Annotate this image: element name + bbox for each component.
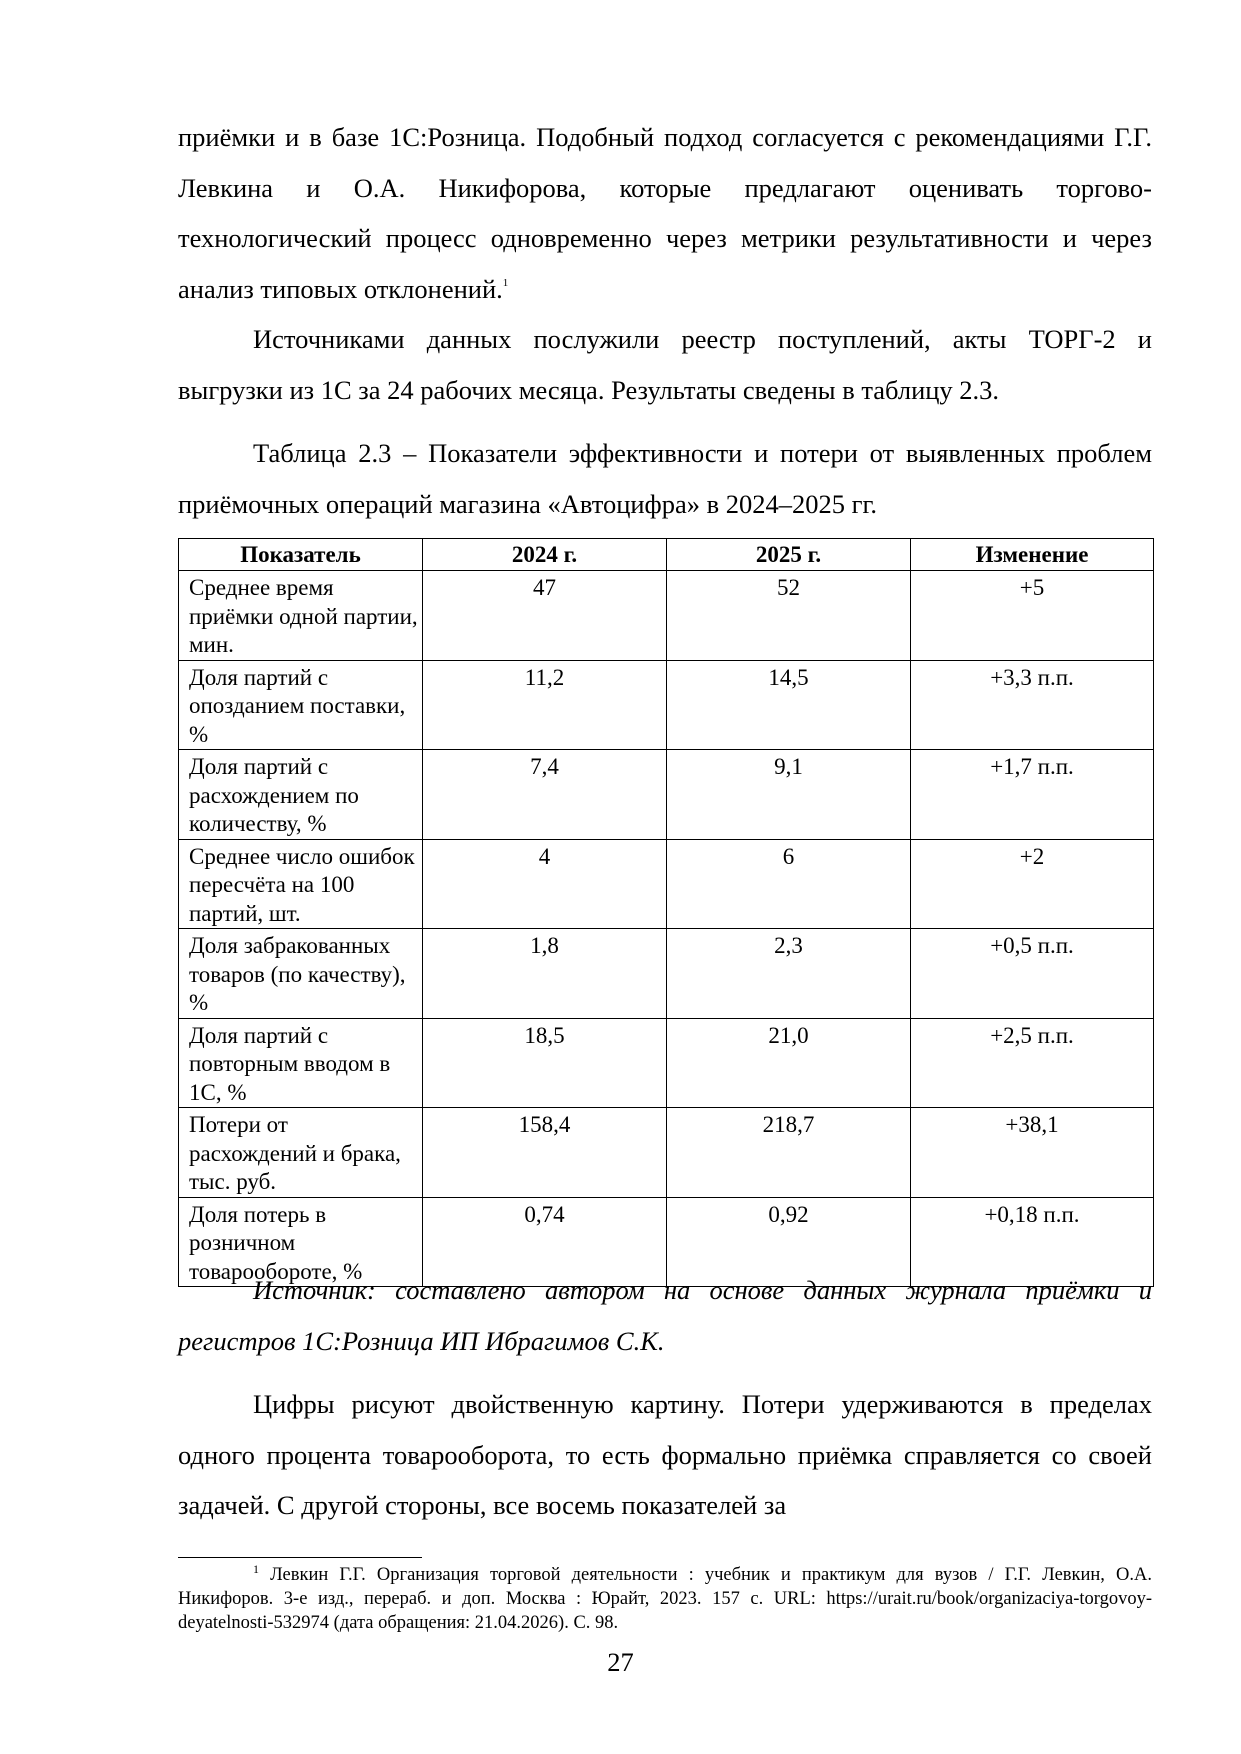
value-2025: 0,92 [667, 1197, 911, 1287]
value-2024: 158,4 [423, 1108, 667, 1198]
table-header-row [179, 539, 1154, 571]
row-label: Среднее число ошибок пересчёта на 100 партий, шт. [179, 839, 423, 929]
table-source-note: Источник: составлено автором на основе данных журнала приёмки и регистров 1С:Розница ИП Ибрагимов С.К. [178, 1275, 1152, 1356]
paragraph-data-sources: Источниками данных послужили реестр поступлений, акты ТОРГ-2 и выгрузки из 1С за 24 рабочих месяца. Результаты сведены в таблицу 2.3. [178, 324, 1152, 405]
paragraph-1-text: приёмки и в базе 1С:Розница. Подобный подход согласуется с рекомендациями Г.Г. Левкина и О.А. Никифорова, которые предлагают оценивать торгово-технологический процесс одновременно через метрики результативности и через анализ типовых отклонений. [178, 122, 1152, 304]
footnote-number: 1 [253, 1562, 259, 1576]
paragraph-analysis: Цифры рисуют двойственную картину. Потери удерживаются в пределах одного процента товарооборота, то есть формально приёмка справляется со своей задачей. С другой стороны, все восемь показателей за [178, 1389, 1152, 1520]
value-change: +5 [911, 571, 1154, 661]
row-label: Доля партий с повторным вводом в 1С, % [179, 1018, 423, 1108]
value-2024: 0,74 [423, 1197, 667, 1287]
value-2024: 1,8 [423, 929, 667, 1019]
table-row [179, 1108, 1154, 1198]
value-change: +2,5 п.п. [911, 1018, 1154, 1108]
row-label: Среднее время приёмки одной партии, мин. [179, 571, 423, 661]
table-row [179, 1018, 1154, 1108]
value-change: +3,3 п.п. [911, 660, 1154, 750]
footnote-text: Левкин Г.Г. Организация торговой деятельности : учебник и практикум для вузов / Г.Г. Левкин, О.А. Никифоров. 3-е изд., перераб. и доп. Москва : Юрайт, 2023. 157 с. URL: https://urait.ru/book/organizaciya-torgovoy-deyatelnosti-532974 (дата обращения: 21.04.2026). С. 98. [178, 1565, 1152, 1633]
header-change: Изменение [911, 539, 1154, 571]
row-label: Доля потерь в розничном товарообороте, % [179, 1197, 423, 1287]
indicators-table [178, 538, 1154, 1287]
row-label: Доля забракованных товаров (по качеству), % [179, 929, 423, 1019]
table-caption: Таблица 2.3 – Показатели эффективности и потери от выявленных проблем приёмочных операций магазина «Автоцифра» в 2024–2025 гг. [178, 438, 1152, 519]
paragraph-continued [178, 112, 1152, 314]
value-2024: 47 [423, 571, 667, 661]
table-row [179, 571, 1154, 661]
row-label: Потери от расхождений и брака, тыс. руб. [179, 1108, 423, 1198]
table-row [179, 750, 1154, 840]
value-2024: 11,2 [423, 660, 667, 750]
value-change: +2 [911, 839, 1154, 929]
row-label: Доля партий с расхождением по количеству, % [179, 750, 423, 840]
header-year-2024: 2024 г. [423, 539, 667, 571]
value-2024: 4 [423, 839, 667, 929]
value-change: +38,1 [911, 1108, 1154, 1198]
row-label: Доля партий с опозданием поставки, % [179, 660, 423, 750]
footnote-separator [178, 1557, 422, 1558]
value-2025: 2,3 [667, 929, 911, 1019]
value-2025: 14,5 [667, 660, 911, 750]
header-indicator: Показатель [179, 539, 423, 571]
value-2025: 6 [667, 839, 911, 929]
value-2025: 52 [667, 571, 911, 661]
page-number: 27 [607, 1647, 634, 1677]
footnote [178, 1563, 1152, 1635]
header-year-2025: 2025 г. [667, 539, 911, 571]
table-row [179, 660, 1154, 750]
footnote-reference[interactable]: 1 [502, 276, 509, 289]
value-2025: 9,1 [667, 750, 911, 840]
value-2024: 18,5 [423, 1018, 667, 1108]
value-2025: 218,7 [667, 1108, 911, 1198]
value-change: +1,7 п.п. [911, 750, 1154, 840]
value-2025: 21,0 [667, 1018, 911, 1108]
value-change: +0,18 п.п. [911, 1197, 1154, 1287]
table-row [179, 839, 1154, 929]
value-change: +0,5 п.п. [911, 929, 1154, 1019]
value-2024: 7,4 [423, 750, 667, 840]
table-row [179, 929, 1154, 1019]
